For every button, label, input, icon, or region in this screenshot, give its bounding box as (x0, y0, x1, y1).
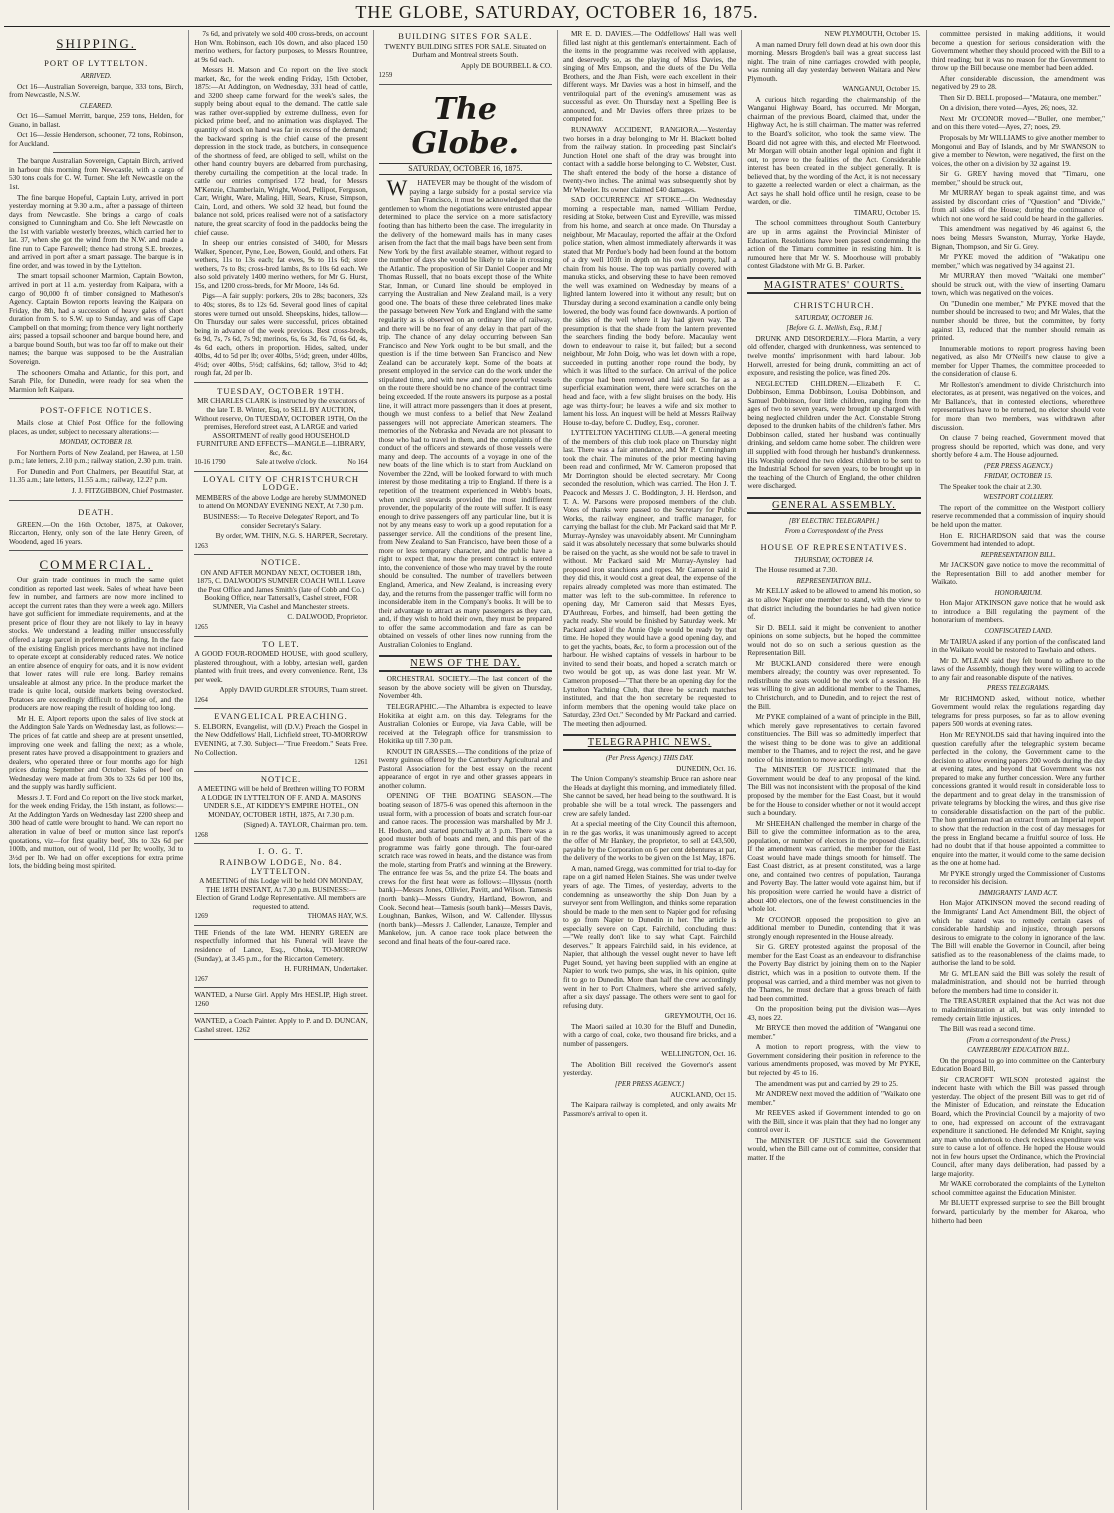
telegram: At a special meeting of the City Council this afternoon, in re the gas works, it was unanimously agreed to accept the offer of Mr Hankey, the proprietor, to sell at £43,500, payable by the Corporation on 6 per cent debentures at par, the delivery of the works to be given on the 1st May, 1876. (562, 819, 737, 863)
telegraphic-subheading: [PER PRESS AGENCY.] (614, 1079, 685, 1088)
shipping-news: The barque Australian Sovereign, Captain Birch, arrived in harbour this morning from Newcastle, with a cargo of 530 tons coals for C. W. Turner. She left Newcastle on the 1st. (9, 156, 184, 192)
column-6 (926, 30, 1110, 1510)
divider (9, 550, 183, 551)
assembly-report: Mr Rolleston's amendment to divide Christchurch into electorates, as at present, was negatived on the voices, and Mr Ballance's, that in contested elections, wherethree representatives have to be returned, no elector should vote for more than two members, was withdrawn after discussion. (931, 379, 1105, 432)
post-office-date: MONDAY, OCTOBER 18. (59, 438, 133, 447)
assembly-report: The MINISTER OF JUSTICE said the Government would, when the Bill came out of committee, consider that matter. If the (747, 1135, 921, 1162)
press-agency-label: (PER PRESS AGENCY.) (983, 461, 1053, 470)
divider (9, 500, 183, 501)
assembly-report: Mr BLUETT expressed surprise to see the Bill brought forward, particularly by the member for Akaroa, who hitherto had been (931, 1198, 1105, 1225)
assembly-report: On "Dunedin one member," Mr PYKE moved that the number should be increased to two; and Mr Wales, that the number should be three, but the committee, by forty against 13, reduced that the number should remain as printed. (931, 298, 1105, 343)
assembly-report: This amendment was negatived by 46 against 6, the noes being Messrs Swanston, Murray, Yorke Hayde, Bignan, Thompson, and Sir G. Grey. (931, 224, 1105, 251)
ad-body: A MEETING of this Lodge will be held ON MONDAY, THE 18TH INSTANT, At 7.30 p.m. BUSINESS:— Election of Grand Lodge Representative. All members are requested to attend. (196, 876, 366, 911)
death-notice: GREEN.—On the 16th October, 1875, at Oakover, Riccarton, Henry, only son of the late Henry Green, of Woodend, aged 16 years. (9, 519, 184, 546)
house-heading: HOUSE OF REPRESENTATIVES. (760, 541, 908, 552)
topic-heading: PRESS TELEGRAMS. (987, 684, 1050, 693)
commercial-heading: COMMERCIAL. (39, 557, 153, 573)
assembly-report: Mr G. M'LEAN said the Bill was solely the result of maladministration, and should not be hurried through before the members had time to consider it. (931, 968, 1105, 995)
news-item: ORCHESTRAL SOCIETY.—The last concert of the season by the above society will be given on Thursday, November 4th. (378, 674, 552, 701)
telegraphic-heading: TELEGRAPHIC NEWS. (563, 734, 736, 751)
ad-number: 1268 (194, 831, 208, 839)
ad-title: TUESDAY, OCTOBER 19TH. (217, 385, 345, 396)
assembly-report: After considerable discussion, the amendment was negatived by 29 to 28. (931, 73, 1105, 92)
market-report: Messrs H. Matson and Co report on the live stock market, &c, for the week ending Friday, 15th October, 1875:—At Addington, on Wednesday, 331 head of cattle, and 3200 sheep came forward for the week's sales, the supply being about equal to the demand. The cattle sale was rather over-supplied by extreme dullness, even for picked prime beef, and no animation was displayed. The quantity of stock on hand was far in excess of the demand; the backward spring is the chief cause of the present depression in the stock trade, as butchers, in consequence of the shortness of feed, are obliged to sell, whilst on the other hand country buyers are debarred from purchasing, thereby curtailing the competition at the local trade. In cattle our entries comprised 172 head, for Messrs M'Kenzie, Chamberlain, Wright, Wood, Pellipot, Ferguson, Carr, Wright, Ware, Maling, Hill, Sears, Kruse, Simpson, Cain, Lord, and others. We sold 32 head, but found the balance not sold, prices realised were not of a satisfactory nature, the great scarcity of food in the paddocks being the chief cause. (194, 65, 368, 237)
ad-title: NOTICE. (260, 557, 302, 568)
ad-number: 1265 (194, 624, 208, 631)
telegram: A man named Drury fell down dead at his own door this morning. Messrs Brogden's bail was a great success last night. The train of nine carriages crowded with people, was running all day yesterday between Waitara and New Plymouth. (747, 39, 921, 83)
ad-body: A GOOD FOUR-ROOMED HOUSE, with good scullery, plastered throughout, with a lobby, artesian well, garden planted with fruit trees, and every convenience. Rent, 13s per week. (194, 649, 368, 684)
assembly-report: Next Mr O'CONOR moved—"Buller, one member," and on this there voted—Ayes, 27; noes, 29. (931, 113, 1105, 132)
post-office-text: Mails close at Chief Post Office for the following places, as under, subject to necessary alterations:— (9, 418, 184, 436)
assembly-report: On a division, there voted—Ayes, 26; noes, 32. (939, 103, 1078, 113)
assembly-report: Hon Major ATKINSON gave notice that he would ask to introduce a Bill regulating the payment of the honorarium of members. (931, 598, 1105, 625)
ad-body: A MEETING will be held of Brethren willing TO FORM A LODGE IN LYTTELTON OF F. AND A. MASONS UNDER S.E., AT KIDDEY'S EMPIRE HOTEL, ON MONDAY, OCTOBER 18TH, 1875, At 7.30 p.m. (197, 784, 365, 819)
ad-signature: Apply DAVID GURDLER STOURS, Tuam street. (219, 685, 368, 695)
lodge-advertisement (194, 475, 367, 555)
wanted-advertisement (194, 1017, 367, 1040)
assembly-report: committee persisted in making additions, it would become a question for serious consideration with the Government whether they should proceed with the Bill to a third reading; but it was no reason for the Government to throw up the Bill because one member had been added. (931, 30, 1105, 73)
ad-body: WANTED, a Coach Painter. Apply to P. and D. DUNCAN, Cashel street. 1262 (194, 1016, 368, 1034)
shipping-news: The schooners Omaha and Atlantic, for this port, and Sarah Pile, for Dunedin, were ready for sea when the Marmion left Kaipara. (9, 367, 184, 394)
ad-number: 1259 (378, 72, 393, 80)
ad-body: WANTED, a Nurse Girl. Apply Mrs HESLIP, High street. 1260 (194, 990, 368, 1008)
assembly-report: Mr PYKE moved the addition of "Wakatipu one member," which was negatived by 34 against 21. (931, 252, 1105, 270)
ad-body: ON AND AFTER MONDAY NEXT, OCTOBER 18th, 1875, C. DALWOOD'S SUMNER COACH WILL Leave the Post Office and James Smith's (late of Cobb and Co.) Booking Office, near Tattersall's, Cashel street, FOR SUMNER, Via Cashel and Manchester streets. (196, 567, 366, 611)
court-report: NEGLECTED CHILDREN.—Elizabeth F. C. Dobbinson, Emma Dobbinson, Louisa Dobbinson, and Samuel Dobbinson, four little children, ranging from the ages of two to seven years, were brought up charged with being neglected children under the Act. Constable Strong deposed to the drunken habits of the children's father. Mrs Dobbinson called, stated her husband was continually drinking, and seldom came home sober. The children were ill supplied with food through her husband's drunkenness. His Worship ordered the two eldest children to be sent to the Industrial School for seven years, to be brought up in the teaching of the Church of England, the other children were discharged. (747, 378, 921, 491)
market-report: In sheep our entries consisted of 3400, for Messrs Walker, Spencer, Pyne, Lee, Bowen, Gould, and others. Fat wethers, 11s to 13s each; fat ewes, 9s to 11s 6d; store wethers, 7s to 8s; cross-bred lambs, 8s to 10s 6d each. We also sold privately 1400 merino wethers, for Mr G. Hurst, 15s, and 1200 cross-breds, for Mr Moore, 14s 6d. (194, 238, 368, 290)
dateline: AUCKLAND, Oct 15. (670, 1089, 737, 1099)
assembly-report: Mr MURRAY then moved "Waitaki one member" should be struck out, with the view of inserting Oamaru town, which was negatived on the voices. (931, 271, 1105, 298)
building-sites-advertisement (379, 32, 552, 85)
news-item: SAD OCCURRENCE AT STOKE.—On Wednesday morning a respectable man, named William Perdue, residing at Stoke, between Cust and Eyreville, was missed from his home, and search at once made. On Thursday a neighbour, Mr Macaulay, reported the affair at the Oxford police station, when almost immediately afterwards it was stated that Mr Perdue's body had been found at the bottom of a dry well 103ft in depth on his own property, half a chain from his house. The top was partially covered with manuka sticks, and observing these to have been removed the well was examined on Wednesday by means of a lighted lantern lowered into it without any result; but on Thursday during a second examination a candle only being lowered, the body was found face downwards. A portion of the sides of the well where it lay had given way. The presumption is that the shade from the lantern prevented the searchers finding the body before. Macaulay went down to endeavour to raise it, but failed; but a second neighbour, Mr John Doig, who was let down with a rope, succeeded in putting another rope round the body, by which it was lifted to the surface. On arrival of the police the corpse had been removed and laid out. So far as a superficial examination went, there were scratches on the head and face, with a few slight bruises on the body. His age was thirty-four; he leaves a wife and six mother to lament his loss. An inquest will be held at Messrs Railway House to-day, before C. Dudley, Esq., coroner. (562, 195, 737, 427)
assembly-report: Mr O'CONOR opposed the proposition to give an additional member to Dunedin, contending that it was strongly enough represented in the House already. (747, 914, 921, 941)
ad-number: 1264 (194, 696, 208, 704)
news-item: LYTTELTON YACHTING CLUB.—A general meeting of the members of this club took place on Thursday night last. There was a fair attendance, and Mr P. Cunningham took the chair. The minutes of the prior meeting having been read and confirmed, Mr W. Cameron proposed that Mr Dorrington should be elected secretary. Mr Coong seconded the resolution, which was carried. The Hon J. T. Peacock and Messrs J. C. Boddington, J. H. Herdson, and T. A. W. Parsons were proposed members of the club. Votes of thanks were passed to the Secretary for Public Works, the railway engineer, and traffic manager, for carrying the ballast for the club. Mr Packard said that Mr P. Murray-Aynsley was unavoidably absent. Mr Cunningham said it was absolutely necessary that some bulwarks should be raised on the yacht, as she would not be safe to travel in without. Mr Packard said Mr Murray-Aynsley had proposed iron stanchions and ropes. Mr Cameron said it they did this, it would cost a great deal, the expense of the repairs already completed was more than estimated. The matter was left to the sub-committee. In reference to opening day, Mr Cameron said that Messrs Eyes, D'Authreau, Forbes, and himself, had been getting the yacht ready. She would be finished by Saturday week. Mr Packard asked if the Annie Ogle would be ready by that time. He hoped they would have a good opening day, and to get the yachts, boats, &c, to form a procession out of the harbour. He wished captains of vessels in harbour to be invited to send their boats, and hoped a scratch match or two would be got up, as was done last year. Mr W. Cameron proposed—"That there be an opening day for the Lyttelton Yachting Club, that three be scratch matches instituted, and that the hon secretary be requested to inform members that the opening would take place on Saturday, 23rd Oct." Seconded by Mr Packard and carried. The meeting then adjourned. (562, 428, 737, 728)
ad-signature: THOMAS HAY, W.S. (307, 913, 368, 921)
commercial-text: Messrs J. T. Ford and Co report on the live stock market, for the week ending Friday, the 15th instant, as follows:—At the Addington Yards on Wednesday last 2200 sheep and 300 head of cattle were brought to hand. We can report no alteration in value of beef or mutton since last report's quotations, viz—for first quality beef, 30s to 32s 6d per 100lb, and mutton, out of wool, 11d per lb; woolly, 3d to 3½d per lb. We had on offer exceptions for extra prime lots, the bidding being most spirited. (9, 792, 184, 871)
assembly-report: On clause 7 being reached, Government moved that progress should be reported, which was done, and very shortly before 4 a.m. The House adjourned. (931, 433, 1105, 460)
news-item: MR E. D. DAVIES.—The Oddfellows' Hall was well filled last night at this gentleman's entertainment. Each of the items in the programme was received with applause, and deservedly so, as the playing of Miss Davies, the singing of Mrs Empson, and the duets of the Du Vella Brothers, and the Jhan Fish, were each excellent in their different ways. Mr Davies was a host in himself, and the ventriloquial part of the evening's amusement was as successful as ever. On Thursday next a Spelling Bee is announced, and Mr Davies offers three prizes to be competed for. (562, 30, 737, 124)
ad-title: TO LET. (262, 638, 300, 649)
assembly-report: Then Sir D. BELL proposed—"Mataura, one member." (939, 92, 1102, 102)
assembly-report: Sir G. GREY protested against the proposal of the member for the East Coast as an endeavour to disfranchise the Poverty Bay district by joining them on to the Napier district, which was in a position to outvote them. If the proposal was carried, and a third member was not given to the Thames, he must declare that a gross breach of faith had been committed. (747, 942, 921, 1003)
news-item: OPENING OF THE BOATING SEASON.—The boating season of 1875-6 was opened this afternoon in the usual form, with a procession of boats and scratch four-oar and canoe races. The procession was marshalled by Mr J. H. Hodson, and started punctually at 3 p.m. There was a good muster both of boats and men, and this part of the programme was fairly gone through. The four-oared scratch race was rowed in heats, and the distance was from the mole, starting from Pratt's and winning at the Brewery. The entrance fee was 5s, and the prize £4. The boats and crews for the first heat were as follows:—Illyssus (north bank)—Messrs Jones, Ollivier, Pavitt, and Wilson. Tamesis (north bank)—Messrs Gundry, Hartland, Bowron, and Cook. Second heat—Tamesis (south bank)—Messrs Davis, Loughnan, Bankes, Wilson, and W. Callender. Illyssus (north bank)—Messrs J. Callender, Lanauze, Templer and Mankelow, jun. A canoe race took place between the second and final heats of the four-oared race. (378, 791, 552, 946)
assembly-report: Hon Mr REYNOLDS said that having inquired into the question carefully after the telegraphic system became perfected in the colony, the Government came to the decision to allow evening papers 200 words during the day at evening rates, and beyond that Government was not prepared to make any further concession. Were any further concessions granted it would result in considerable loss to the department and to great delay in the transmission of private telegrams by blocking the wires, and thus give rise to considerable dissatisfaction on the part of the public. The hon gentleman read an extract from an Imperial report to show that the reduction in the cost of day messages for the press in England became a fruitful source of loss. He had no doubt that if that house appointed a committee to enquire into the matter, it would come to the same decision as the one at home had. (931, 730, 1105, 868)
column-1 (4, 30, 188, 1510)
masons-advertisement (194, 775, 367, 845)
telegram: The school committees throughout South Canterbury are up in arms against the Provincial Minister of Education. Resolutions have been passed condemning the action of the Timaru committee in resisting him. It is rumoured here that Mr W. S. Moorhouse will probably contest Gladstone with Mr G. B. Parker. (747, 218, 921, 271)
commercial-text: Our grain trade continues in much the same quiet condition as reported last week. Sales of wheat have been few in number, and farmers are now more inclined to accept the current rates than they were a week ago. Millers have got sufficient for immediate requirements, and at the present price of flour they are not likely to lay in heavy stocks. We understand a leading miller unsuccessfully offered a large parcel in preference to grinding. In the face of the existing English prices merchants have not inclined to operate except at considerably reduced rates. We notice an entire absence of enquiry for oats, and it is now evident that lower rates will rule ere long. Barley remains unsaleable at almost any price. In the produce market the trade is quite local, outside markets being overstocked. Potatoes are exceedingly difficult to dispose of, and the producers are now reaping the result of holding too long. (9, 575, 184, 713)
dateline: GREYMOUTH, Oct 16. (664, 1011, 737, 1021)
assembly-report: Hon E. RICHARDSON said that was the course Government had intended to adopt. (931, 530, 1105, 549)
ad-business: BUSINESS:— To Receive Delegates' Report, and To consider Secretary's Salary. (203, 511, 359, 530)
assembly-report: The TREASURER explained that the Act was not due to maladministration at all, but was only intended to remedy certain little injustices. (931, 996, 1105, 1023)
assembly-source: From a Correspondent of the Press (784, 527, 884, 536)
telegram: The Kaipara railway is completed, and only awaits Mr Passmore's arrival to open it. (562, 1100, 737, 1118)
assembly-report: Mr WAKE corroborated the complaints of the Lyttelton school committee against the Education Minister. (931, 1179, 1105, 1197)
topic-heading: IMMIGRANTS' LAND ACT. (978, 888, 1058, 897)
assembly-report: Mr JACKSON gave notice to move the recommittal of the Representation Bill to add another member for Waikato. (931, 560, 1105, 587)
assembly-report: Proposals by Mr WILLIAMS to give another member to Mongonui and Bay of Islands, and by Mr SWANSON to give a member to Newton, were negatived, the first on the voices, the other on a division by 32 against 19. (931, 133, 1105, 168)
court-bench: [Before G. L. Mellish, Esq., R.M.] (786, 324, 882, 333)
bill-heading: REPRESENTATION BILL. (796, 576, 872, 585)
dateline: DUNEDIN, Oct. 16. (676, 763, 737, 773)
assembly-report: Mr RICHMOND asked, without notice, whether Government would relax the regulations regarding day telegrams for press purposes, so far as to allow evening papers 500 words at evening rates. (931, 693, 1105, 729)
ad-number: 1261 (354, 759, 368, 767)
assembly-report: Mr KELLY asked to be allowed to amend his motion, so as to allow Napier one member to stand, with the view to that district including the boundaries he had given notice of. (747, 586, 921, 622)
ad-body: THE Friends of the late WM. HENRY GREEN are respectfully informed that his Funeral will leave the residence of Lance, Esq., Ohoka, TO-MORROW (Sunday), at 3.45 p.m., for the Riccarton Cemetery. (194, 927, 368, 963)
assembly-report: Sir G. GREY having moved that "Timaru, one member," should be struck out, (931, 169, 1105, 187)
ad-title: NOTICE. (260, 773, 302, 784)
court-location: CHRISTCHURCH. (793, 299, 875, 310)
assembly-report: Mr D. M'LEAN said they felt bound to adhere to the laws of the Assembly, though they were willing to accede to any fair and reasonable dispute of the natives. (931, 655, 1105, 682)
ad-title: EVANGELICAL PREACHING. (214, 711, 348, 722)
ad-title: I. O. G. T. (258, 846, 304, 857)
masthead: THE GLOBE, SATURDAY, OCTOBER 16, 1875. (355, 2, 759, 22)
iogt-advertisement (194, 847, 367, 925)
masthead-rule (4, 26, 1110, 27)
ad-subtitle: RAINBOW LODGE, No. 84. LYTTELTON. (219, 857, 343, 876)
court-date: SATURDAY, OCTOBER 16. (794, 313, 874, 322)
death-heading: DEATH. (78, 506, 115, 517)
market-report: 7s 6d, and privately we sold 400 cross-breds, on account Hon Wm. Robinson, each 10s down, and also placed 150 merino wethers, for factory purposes, to Messrs Rountree, at 9s 6d each. (194, 30, 368, 64)
telegram: A curious hitch regarding the chairmanship of the Wanganui Highway Board, has occurred. Mr Morgan, chairman of the previous Board, claimed that, under the Highway Act, he is still chairman. The matter was referred to the Board's solicitor, who took the same view. The Board did not agree with this, and elected Mr Fleetwood. Mr Morgan will obtain another legal opinion and fight it out, to prove to the fealities of the Act. Considerable interest has been created in the subject generally. It is believed that, by the wording of the Act, it is not necessary to gazette a reelected warden or elect a chairman, as the Act says he shall hold office until he resign, cease to be warden, or die. (747, 94, 921, 207)
assembly-report: Hon Major ATKINSON moved the second reading of the Immigrants' Land Act Amendment Bill, the object of which he stated was to remedy certain cases of considerable hardship and injustice, through persons desirous to emigrate to the colony in ignorance of the law. The Bill will enable the Governor in Council, after being satisfied as to the reasonableness of the claims made, to authorise the land to be sold. (931, 898, 1105, 968)
arrived-label: ARRIVED. (80, 72, 112, 80)
assembly-report: Sir CRACROFT WILSON protested against the indecent haste with which the Bill was passed through yesterday. The object of the present Bill was to get rid of the Minister of Education, and reinstate the Education Board, which the Provincial Council by a majority of two to one, had expressed on account of the extravagant expenditure it sanctioned. He defended Mr Knight, saying any man who undertook to check reckless expenditure was sure to cause a lot of offence. He hoped the House would not in few hours upset the Ordinance, which the Provincial Council, after many days deliberation, had passed by a large majority. (931, 1074, 1105, 1178)
ad-signature: By order, WM. THIN, N.G. S. HARPER, Secretary. (215, 531, 368, 541)
market-report: Pigs—A fair supply: porkers, 20s to 28s; baconers, 32s to 40s; stores, 8s to 12s 6d. Several good lines of capital stores were turned out unsold. Sheepskins, hides, tallow—On Thursday our sales were successful, prices obtained being in advance of the week previous. Best cross-breds, 6s 9d, 7s, 7s 6d, 7s 9d; merinos, 6s, 6s 3d, 6s 7d, 6s 6d, 4s, 4s 6d each, others in proportion. Hides, salted, under 40lbs, 4d to 5d per lb; over 40lbs, 5½d; green, under 40lbs, 4½d; over 40lbs, 5½d; calfskins, 6d; tallow, 3½d to 4d; rough fat, 2d per lb. (194, 291, 368, 378)
dateline: NEW PLYMOUTH, October 15. (824, 30, 921, 38)
magistrates-heading: MAGISTRATES' COURTS. (747, 277, 920, 294)
column-5 (741, 30, 925, 1510)
ad-signature: H. FURHMAN, Undertaker. (284, 964, 368, 974)
dateline: TIMARU, October 15. (853, 207, 921, 217)
assembly-report: The Speaker took the chair at 2.30. (939, 481, 1042, 491)
ad-signature: Apply DE BOURBELL & CO. (460, 60, 552, 70)
house-date: THURSDAY, OCTOBER 14. (794, 555, 874, 564)
assembly-report: The amendment was put and carried by 29 to 25. (755, 1078, 898, 1088)
shipping-news: The smart topsail schooner Marmion, Captain Bowton, arrived in port at 11 a.m. yesterday from Kaipara, with a cargo of 90,000 ft of timber consigned to Matheson's Agency. Captain Bowton reports leaving the Kaipara on Friday, the 8th, had a succession of heavy gales of short duration from S. to S.W. up to Sunday, and was off Cape Campbell on that morning; from thence very light northerly airs; passed a topsail schooner and barque bound here, and a barque bound South, but was too far off to make out their names; the barque was supposed to be the Australian Sovereign. (9, 271, 184, 366)
cleared-entry: Oct 16—Samuel Merritt, barque, 259 tons, Helden, for Guano, in ballast. (9, 111, 184, 129)
assembly-report: Sir D. BELL said it might be convenient to another opinions on some subjects, but he hoped the committee would not do so on such a serious question as the Representation Bill. (747, 622, 921, 658)
topic-heading: REPRESENTATION BILL. (980, 550, 1056, 559)
column-2 (188, 30, 372, 1510)
ad-body: S. ELBORN, Evangelist, will (D.V.) Preach the Gospel in the New Oddfellows' Hall, Lichfield street, TO-MORROW EVENING, at 7.30. Subject—"True Freedom." Seats Free. No Collection. (194, 721, 368, 757)
assembly-report: Mr BRYCE then moved the addition of "Wanganui one member." (747, 1023, 921, 1041)
assembly-report: A motion to report progress, with the view to Government considering their position in reference to the various amendments proposed, was moved by Mr PYKE, but rejected by 45 to 16. (747, 1042, 921, 1077)
telegram: The Abolition Bill received the Governor's assent yesterday. (562, 1059, 737, 1078)
columns (4, 30, 1110, 1510)
preaching-advertisement (194, 712, 367, 771)
house-date: FRIDAY, OCTOBER 15. (984, 472, 1053, 481)
to-let-advertisement (194, 640, 367, 710)
divider (9, 398, 183, 399)
post-office-heading: POST-OFFICE NOTICES. (40, 405, 153, 416)
assembly-report: Mr PYKE strongly urged the Commissioner of Customs to reconsider his decision. (931, 868, 1105, 887)
divider (53, 152, 140, 153)
post-office-text: For Northern Ports of New Zealand, per Hawea, at 1.50 p.m.; late letters, 2.10 p.m.; railway station, 2.30 p.m. train. (9, 447, 184, 466)
assembly-report: The Bill was read a second time. (939, 1024, 1036, 1034)
assembly-report: Innumerable motions to report progress having been negatived, as also Mr O'Neill's new clause to give a member for Upper Thames, the committee proceeded to the consideration of clause 6. (931, 343, 1105, 379)
ad-number: 1263 (194, 542, 208, 550)
newspaper-title: The Globe. (411, 91, 520, 161)
ad-number: 10-16 1790 (194, 459, 226, 467)
funeral-notice (194, 929, 367, 988)
assembly-report: Mr MURRAY began to speak against time, and was assisted by discordant cries of "Question" and "Divide," from all sides of the House; during the continuance of which not one word he said could be heard in the galleries. (931, 188, 1105, 223)
topic-heading: HONORARIUM. (994, 588, 1043, 597)
news-item: TELEGRAPHIC.—The Alhambra is expected to leave Hokitika at eight a.m. on this day. Telegrams for the Australian Colonies or Europe, via Java Cable, will be received at the Telegraph office for transmission to Hokitika up till 7.30 p.m. (378, 702, 552, 746)
news-item: KNOUT IN GRASSES.—The conditions of the prize of twenty guineas offered by the Canterbury Agricultural and Pastoral Association for the best essay on the recent appearance of ergot in rye and other grasses appears in another column. (378, 746, 552, 790)
ad-signature: (Signed) A. TAYLOR, Chairman pro. tem. (243, 820, 368, 830)
dateline: WANGANUI, October 15. (842, 84, 921, 94)
ad-title: LOYAL CITY OF CHRISTCHURCH LODGE. (203, 473, 359, 493)
coach-advertisement (194, 558, 367, 636)
ad-number: No 164 (347, 459, 368, 467)
ad-number: 1269 (194, 913, 208, 921)
auction-advertisement (194, 387, 367, 472)
column-3 (373, 30, 557, 1510)
assembly-report: On the proposition being put the division was—Ayes 43, noes 22. (747, 1004, 921, 1022)
assembly-report: Mr SHEEHAN challenged the member in charge of the Bill to give the committee information as to the area, population, or number of electors in the proposed district. If the amendment was carried, the member for the East Coast would have made things smooth for himself. The East Coast district, as at present constituted, was a large one, and contained two centres of population, Tauranga and Poverty Bay. The latter would vote against him, but if his proposition were carried he would have a district of about 400 electors, one of the fewest constituencies in the whole lot. (747, 818, 921, 914)
court-report: DRUNK AND DISORDERLY.—Flora Martin, a very old offender, charged with drunkenness, was sentenced to twelve months' imprisonment with hard labour. Job Horwell, arrested for being drunk, committing an act of exposure, and resisting the police, was fined 20s. (747, 333, 921, 378)
editorial: WHATEVER may be thought of the wisdom of paying a large subsidy for a postal service via San Francisco, it must be acknowledged that the gentlemen to whom the negotiations were entrusted appear determined to place the service on a more satisfactory footing than has hitherto been the case. The irregularity in the delivery of the homeward mails has in many cases arisen from the fact that the mail bags have been sent from New York by the first available steamer, without regard to the number of days she would be likely to take in crossing the Atlantic. The proposition of Sir Daniel Cooper and Mr Thomas Russell, that no boats except those of the White Star, Inman, or Cunard line should be employed in carrying the Australian and New Zealand mail, is a very good one. The boats of these three celebrated lines make the passage between New York and England with the same regularity as is observed on an ordinary line of railway, and there will be no fear of any delay in that part of the trip. The chance of any delay occurring between San Francisco and New York ought to be but small, and the question is if the time between San Francisco and New Zealand can be accurately kept. Some of the boats at present employed in the service can do the work under the stipulated time, and with new and more powerful vessels on the route there should be no chance of the contract time being exceeded. If the route answers its purpose as a postal line, it will attract more passengers than it does at present, though we must confess to a belief that New Zealand passengers will not appreciate American steamers. The memories of the Nebraska and Nevada are not pleasant to those who had to travel in them, and the complaints of the conduct of the officers and stewards of those vessels were many and deep. The accounts of a voyage in one of the new boats of the line which is to start from Auckland on November the 22nd, will be looked forward to with much interest by those meditating a trip to England. If there is a repetition of the treatment experienced in Webb's boats, when uncivil stewards provided the most indifferent provender, the popularity of the route will suffer. It is easy enough to drive passengers off any particular line, but it is not by any means easy to work up a good reputation for a passenger service. All the conditions of the present line, from New Zealand to San Francisco, have been those of a more or less temporary character, and the public have a right to expect that, now the present contract is entered into, the convenience of those who may travel by the route should be consulted. The number of travellers between England, America, and New Zealand, is increasing every day, and the returns from the passenger traffic will form no inconsiderable item in the Company's books. It will be to their advantage to attract as many passengers as they can, and, if they wish to hold their own, they must be prepared to offer the same accommodation and fare as can be obtained on vessels of other lines now running from the Australian Colonies to England. (378, 175, 552, 649)
assembly-subheading: [BY ELECTRIC TELEGRAPH.] (788, 516, 880, 525)
assembly-report: Mr PYKE complained of a want of principle in the Bill, which merely gave representatives to certain favored constituencies. The Bill was so admittedly imperfect that the wisest thing to be done was to give an additional member to the Thames, and to reject the rest, and he gave notice of his intention to move accordingly. (747, 712, 921, 764)
shipping-heading: SHIPPING. (56, 36, 137, 51)
assembly-report: The report of the committee on the Westport colliery reserve recommended that a commission of inquiry should be held upon the matter. (931, 502, 1105, 529)
ad-title: BUILDING SITES FOR SALE. (398, 31, 533, 41)
ad-body: MEMBERS of the above Lodge are hereby SUMMONED to attend On MONDAY EVENING NEXT, At 7.30 p.m. (195, 492, 367, 511)
telegraphic-subheading: (Per Press Agency.) THIS DAY. (605, 754, 694, 763)
divider (194, 382, 367, 383)
commercial-text: Mr H. E. Alport reports upon the sales of live stock at the Addington Sale Yards on Wednesday last, as follows:—The prices of fat cattle and sheep are at present unsettled, improving one week and falling the next; as a whole, present rates have proved a disappointment to graziers and dealers, who operated three or four months ago for high prices during September and October. Sales of beef on Wednesday were made at from 30s to 32s 6d per 100 lbs, and the supply was hardly sufficient. (9, 713, 184, 792)
arrived-entry: Oct 16—Australian Sovereign, barque, 333 tons, Birch, from Newcastle, N.S.W. (9, 81, 184, 100)
ad-body: TWENTY BUILDING SITES FOR SALE. Situated on Durham and Montreal streets South. (384, 41, 547, 60)
column-4 (557, 30, 741, 1510)
issue-dateline: SATURDAY, OCTOBER 16, 1875. (379, 163, 552, 176)
cleared-label: CLEARED. (79, 101, 113, 110)
ad-time: Sale at twelve o'clock. (256, 459, 317, 467)
post-office-text: For Dunedin and Port Chalmers, per Beautiful Star, at 11.35 a.m.; late letters, 11.55 a.m.; railway, 12.2? p.m. (9, 466, 184, 485)
topic-heading: CANTERBURY EDUCATION BILL. (967, 1046, 1070, 1055)
assembly-report: Mr TAIRUA asked if any portion of the confiscated land in the Waikato would be restored to Tawhaio and others. (931, 636, 1105, 655)
topic-heading: CONFISCATED LAND. (984, 627, 1053, 635)
correspondent-label: (From a correspondent of the Press.) (966, 1035, 1071, 1044)
telegram: The Maori sailed at 10.30 for the Bluff and Dunedin, with a cargo of coal, coke, two thousand fire bricks, and a number of passengers. (562, 1021, 737, 1048)
cleared-entry: Oct 16—Jessie Henderson, schooner, 72 tons, Robinson, for Auckland. (9, 130, 184, 148)
assembly-report: Mr ANDREW next moved the addition of "Waikato one member." (747, 1089, 921, 1107)
telegram: A man, named Gregg, was committed for trial to-day for rape on a girl named Helen Staines. She was under twelve years of age. The Times, of yesterday, adverts to the condemning as unseaworthy the ship Don Juan by a surveyor sent from Wellington, and thinks some reparation should be made to the men sent to Napier god for refusing to go from Napier to Dunedin in her. The article is especially severe on Capt. Fairchild, concluding thus:—"We really don't like to say what Capt. Fairchild deserves." It appears Fairchild said, in his evidence, at Napier, that although the vessel ought never to have left Puget Sound, yet having been supplied with an engine at Napier to work two pumps, she was, in his opinion, quite fit to go to Dunedin. More than half the crew accordingly went in her to Port Chalmers, where she arrived safely, after a six days' passage. The others were sent to gaol for refusing duty. (562, 863, 737, 1010)
wanted-advertisement (194, 991, 367, 1014)
assembly-report: Mr BUCKLAND considered there were enough members already; the country was over represented. To redistribute the seats would be the work of a session. He was willing to give an additional member to the Thames, to Christchurch, and to Dunedin, and to reject the rest of the Bill. (747, 658, 921, 711)
news-heading: NEWS OF THE DAY. (379, 655, 552, 672)
assembly-report: The House resumed at 7.30. (755, 565, 838, 575)
post-office-signature: J. J. FITZGIBBON, Chief Postmaster. (71, 485, 184, 495)
assembly-report: The MINISTER OF JUSTICE intimated that the Government would be deaf to any proposal of the kind. The Bill was not inconsistent with the proposal of the kind proposed by the member for the East Coast, but it would be for the House to consider whether or not it would accept such a boundary. (747, 765, 921, 818)
shipping-news: The fine barque Hopeful, Captain Luty, arrived in port yesterday morning at 9.30 a.m., after a passage of thirteen days from Newcastle. She brings a cargo of coals consigned to Cunningham and Co. She left Newcastle on the 1st with variable westerly breezes, which carried her to lat. 37, when she got the wind from the N.W. and made a fine run to Cape Farewell; thence had strong S.E. breezes, and arrived in port after a smart passage. The barque is in fine order, and was towed in by the Lyttelton. (9, 192, 184, 270)
general-assembly-heading: GENERAL ASSEMBLY. (747, 497, 920, 514)
dateline: WELLINGTON, Oct. 16. (661, 1049, 737, 1059)
ad-signature: C. DALWOOD, Proprietor. (287, 612, 368, 622)
ad-body: MR CHARLES CLARK is instructed by the executors of the late T. B. Winter, Esq, to SELL BY AUCTION, Without reserve, On TUESDAY, OCTOBER 19TH, On the premises, Hereford street east, A LARGE and varied ASSORTMENT of really good HOUSEHOLD FURNITURE AND EFFECTS—MANGLE—LIBRARY, &c, &c. (194, 396, 368, 457)
topic-heading: WESTPORT COLLIERY. (983, 493, 1054, 502)
assembly-report: Mr REEVES asked if Government intended to go on with the Bill, since it was plain that they had no longer any control over it. (747, 1108, 921, 1135)
news-item: RUNAWAY ACCIDENT, RANGIORA.—Yesterday two horses in a dray belonging to Mr H. Blackett bolted from the railway station. In proceeding past Sinclair's Junction Hotel one shaft of the dray was brought into contact with a saddle horse belonging to C. Webster, Cust. The shaft entered the body of the horse a distance of twenty-two inches. The animal was subsequently shot by Mr Wheeler. Its owner claimed £40 damages. (562, 125, 737, 194)
assembly-report: On the proposal to go into committee on the Canterbury Education Board Bill, (931, 1055, 1105, 1074)
ad-number: 1267 (194, 975, 208, 983)
port-heading: PORT OF LYTTELTON. (44, 58, 149, 68)
telegram: The Union Company's steamship Bruce ran ashore near the Heads at daylight this morning, and immediately filled. She cannot be saved, her head being to the southward. It is probable she will be a total wreck. The passengers and crew are safely landed. (562, 774, 737, 818)
